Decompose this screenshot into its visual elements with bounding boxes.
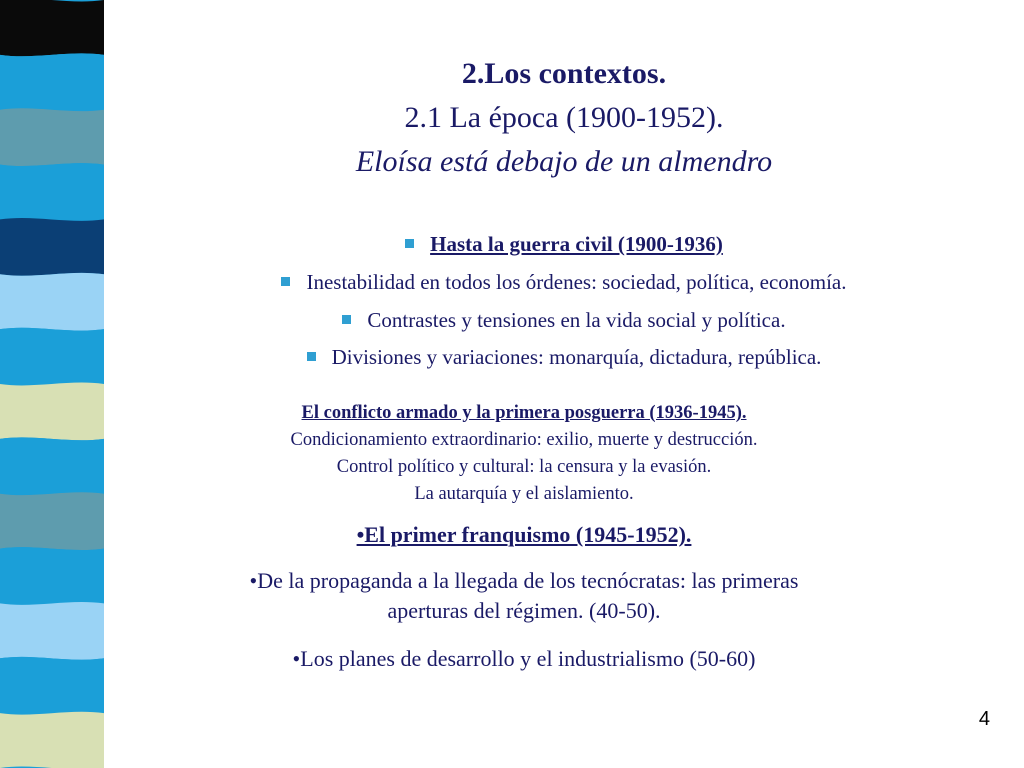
bullet-text: Inestabilidad en todos los órdenes: sociedad, política, economía. [306,270,847,294]
square-bullet-icon [307,352,316,361]
square-bullet-icon [342,315,351,324]
strip-band-cream [0,383,104,441]
strip-band-blue [0,437,104,495]
franquismo-item-1-line-1: •De la propaganda a la llegada de los tecnócratas: las primeras [249,568,799,593]
conflict-line: Condicionamiento extraordinario: exilio, muerte y destrucción. [290,430,758,450]
franquismo-item-1 [104,566,944,626]
franquismo-item-2: •Los planes de desarrollo y el industrialismo (50-60) [292,646,756,671]
strip-band-blue [0,657,104,715]
square-bullet-icon [405,239,414,248]
strip-band-navy [0,218,104,276]
strip-band-light [0,602,104,660]
franquismo-heading: •El primer franquismo (1945-1952). [356,522,692,547]
strip-band-black [0,0,104,56]
conflict-line: Control político y cultural: la censura y la evasión. [336,457,712,477]
bullet-item [104,269,1024,295]
strip-band-blue [0,328,104,386]
decorative-wavy-strip [0,0,104,768]
bullet-item [104,307,1024,333]
strip-band-blue [0,547,104,605]
strip-band-cream [0,712,104,768]
bullet-item [104,231,1024,257]
strip-band-slate [0,492,104,550]
strip-band-light [0,273,104,331]
slide-title [104,52,1024,184]
strip-band-blue [0,53,104,111]
bullet-text: Contrastes y tensiones en la vida social y política. [367,308,786,332]
title-line-3: Eloísa está debajo de un almendro [355,145,773,178]
bullet-heading: Hasta la guerra civil (1900-1936) [430,232,723,256]
strip-band-slate [0,108,104,166]
bullet-text: Divisiones y variaciones: monarquía, dictadura, república. [331,345,822,369]
strip-band-blue [0,163,104,221]
title-line-1: 2.Los contextos. [461,57,667,90]
conflict-section [104,400,944,508]
square-bullet-icon [281,277,290,286]
conflict-line: La autarquía y el aislamiento. [414,484,634,504]
title-line-2: 2.1 La época (1900-1952). [404,101,724,134]
franquismo-item-1-line-2: aperturas del régimen. (40-50). [387,598,661,623]
bullet-item [104,344,1024,370]
page-number: 4 [978,708,990,730]
conflict-heading: El conflicto armado y la primera posguerra (1936-1945). [301,403,747,423]
